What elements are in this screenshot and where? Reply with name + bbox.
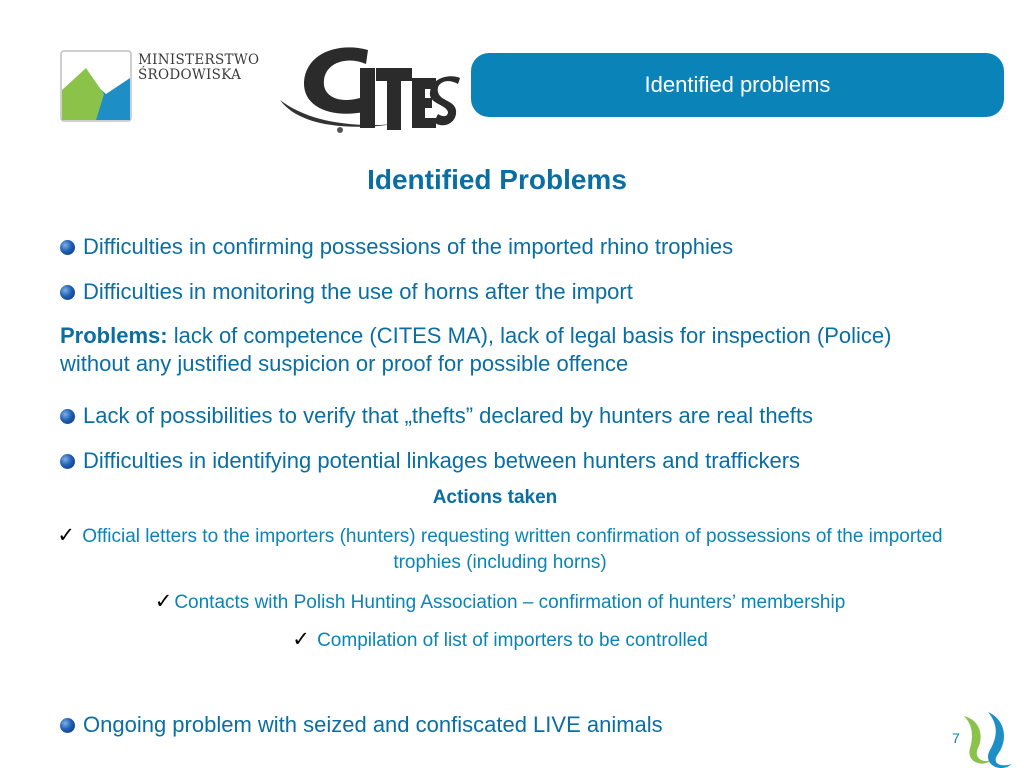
cites-logo xyxy=(276,38,462,138)
list-item xyxy=(60,403,813,429)
list-item xyxy=(60,279,633,305)
sphere-bullet-icon xyxy=(60,718,75,733)
problems-label: Problems: xyxy=(60,323,168,348)
list-item-text: Difficulties in identifying potential linkages between hunters and traffickers xyxy=(83,448,801,473)
list-item-text: Lack of possibilities to verify that „thefts” declared by hunters are real thefts xyxy=(83,403,814,428)
list-item-text: Ongoing problem with seized and confiscated LIVE animals xyxy=(83,712,663,737)
sphere-bullet-icon xyxy=(60,285,75,300)
header-banner xyxy=(471,53,1004,117)
actions-title: Actions taken xyxy=(432,487,558,508)
problems-text: lack of competence (CITES MA), lack of legal basis for inspection (Police) without any justified suspicion or proof for possible offence xyxy=(60,323,892,376)
slide-number: 7 xyxy=(952,730,960,746)
list-item-text: Difficulties in confirming possessions of the imported rhino trophies xyxy=(83,234,734,259)
action-item xyxy=(0,627,1000,654)
checkmark-icon: ✓ xyxy=(57,524,75,547)
ministry-logo-mark-icon xyxy=(60,50,132,122)
checkmark-icon: ✓ xyxy=(292,628,310,651)
sphere-bullet-icon xyxy=(60,240,75,255)
ministry-logo xyxy=(60,50,275,125)
action-item-text: Official letters to the importers (hunters) requesting written confirmation of possessions of the imported trophies (including horns) xyxy=(82,526,943,573)
action-item-text: Contacts with Polish Hunting Association – confirmation of hunters’ membership xyxy=(174,592,846,613)
action-item-text: Compilation of list of importers to be controlled xyxy=(317,630,708,651)
problems-paragraph xyxy=(60,322,960,378)
corner-logo-icon xyxy=(958,708,1024,768)
sphere-bullet-icon xyxy=(60,409,75,424)
ministry-logo-line1: MINISTERSTWO xyxy=(138,52,260,68)
list-item xyxy=(60,448,800,474)
list-item-text: Difficulties in monitoring the use of horns after the import xyxy=(83,279,633,304)
action-item xyxy=(30,523,970,576)
header-title: Identified problems xyxy=(644,72,831,97)
page-title: Identified Problems xyxy=(367,164,627,195)
action-item xyxy=(0,589,1000,616)
ministry-logo-line2: ŚRODOWISKA xyxy=(138,67,242,83)
list-item xyxy=(60,712,663,738)
sphere-bullet-icon xyxy=(60,454,75,469)
ministry-logo-text xyxy=(138,53,259,83)
list-item xyxy=(60,234,733,260)
checkmark-icon: ✓ xyxy=(154,590,173,613)
